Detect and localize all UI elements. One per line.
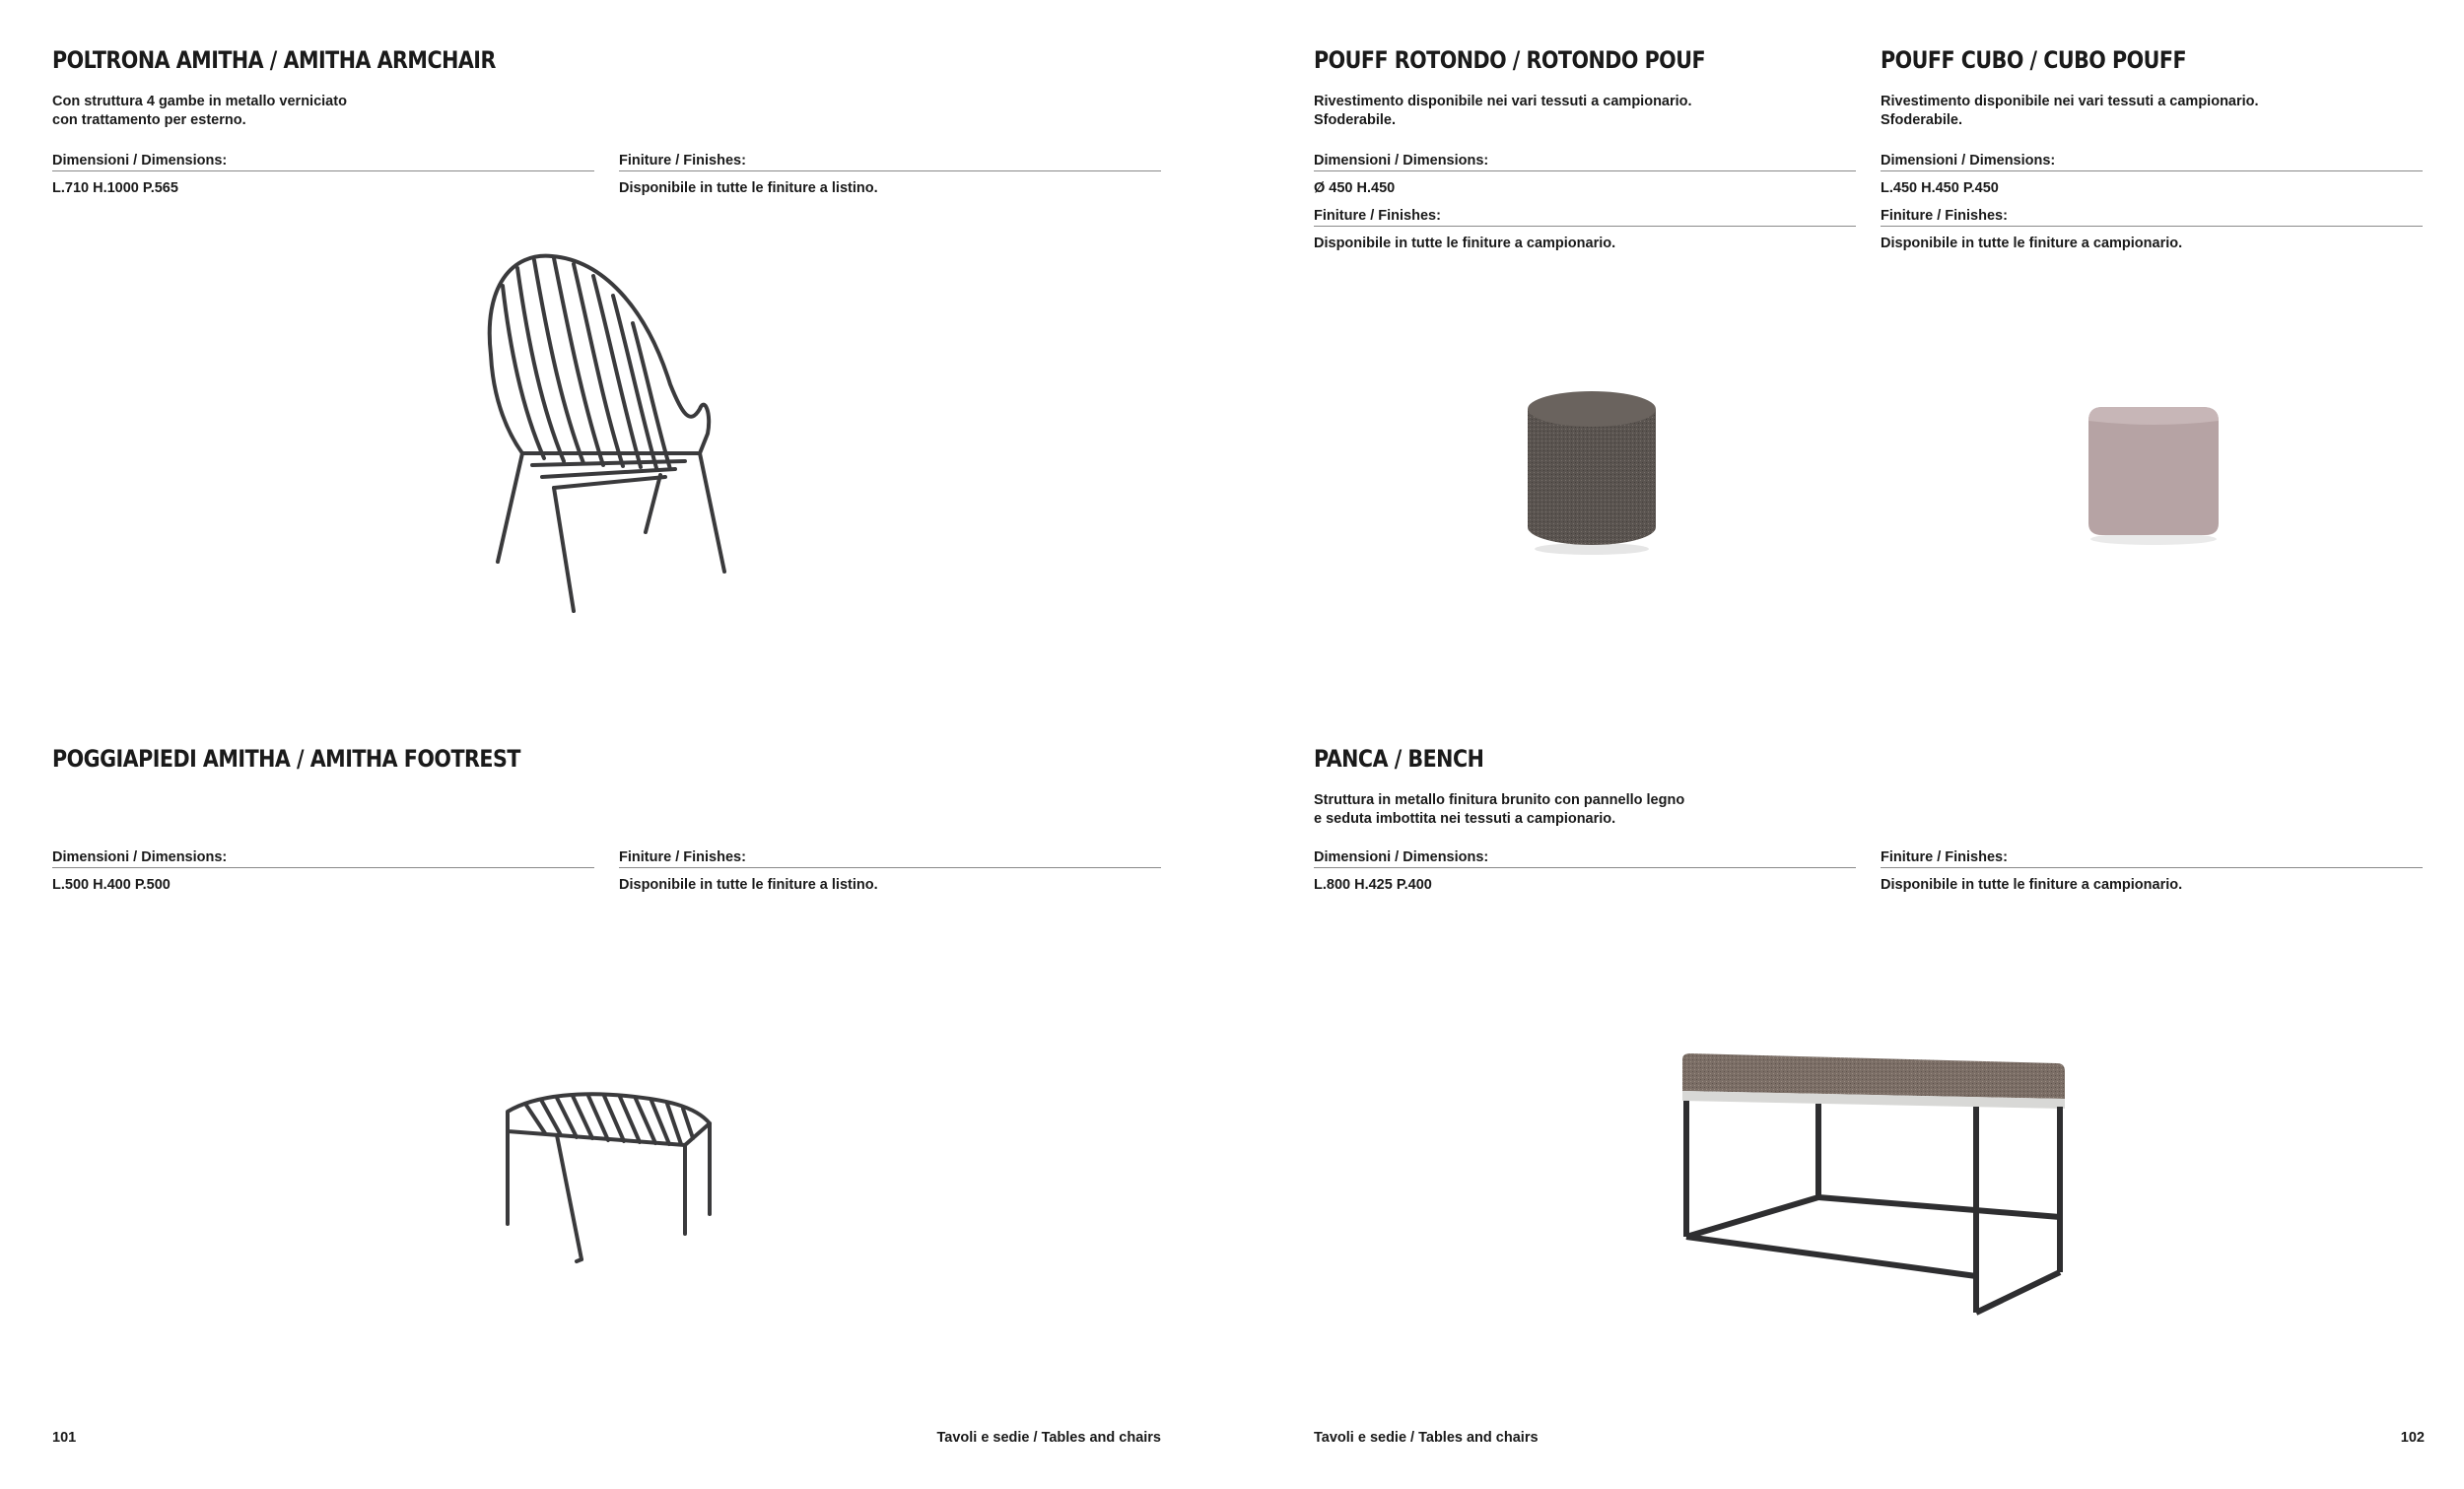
cube-pouf-dimensions (1881, 152, 2423, 197)
dimensions-label: Dimensioni / Dimensions: (52, 152, 594, 171)
bench-dimensions (1314, 848, 1856, 894)
armchair-title: POLTRONA AMITHA / AMITHA ARMCHAIR (52, 46, 496, 74)
armchair-dimensions (52, 152, 594, 197)
page-number-right: 102 (2400, 1430, 2425, 1446)
section-title-left: Tavoli e sedie / Tables and chairs (936, 1430, 1161, 1446)
finishes-value: Disponibile in tutte le finiture a listino. (619, 180, 878, 196)
round-pouf-image (1518, 389, 1666, 557)
cube-pouf-finishes (1881, 207, 2423, 252)
footrest-image (498, 1084, 724, 1271)
finishes-value: Disponibile in tutte le finiture a campionario. (1881, 877, 2183, 893)
dimensions-label: Dimensioni / Dimensions: (1314, 152, 1856, 171)
finishes-value: Disponibile in tutte le finiture a campionario. (1314, 236, 1616, 251)
bench-image (1671, 1049, 2075, 1325)
finishes-label: Finiture / Finishes: (1881, 207, 2423, 227)
dimensions-value: L.710 H.1000 P.565 (52, 180, 178, 196)
cube-pouf-description: Rivestimento disponibile nei vari tessuti a campionario. Sfoderabile. (1881, 94, 2259, 128)
armchair-image (463, 246, 759, 631)
footrest-finishes (619, 848, 1161, 894)
round-pouf-title: POUFF ROTONDO / ROTONDO POUF (1314, 46, 1706, 74)
finishes-label: Finiture / Finishes: (619, 848, 1161, 868)
dimensions-value: L.500 H.400 P.500 (52, 877, 171, 893)
dimensions-value: Ø 450 H.450 (1314, 180, 1396, 196)
finishes-label: Finiture / Finishes: (1881, 848, 2423, 868)
armchair-section (52, 45, 1166, 130)
round-pouf-finishes (1314, 207, 1856, 252)
finishes-label: Finiture / Finishes: (619, 152, 1161, 171)
round-pouf-description: Rivestimento disponibile nei vari tessuti a campionario. Sfoderabile. (1314, 94, 1692, 128)
dimensions-label: Dimensioni / Dimensions: (52, 848, 594, 868)
dimensions-label: Dimensioni / Dimensions: (1314, 848, 1856, 868)
finishes-label: Finiture / Finishes: (1314, 207, 1856, 227)
finishes-value: Disponibile in tutte le finiture a listino. (619, 877, 878, 893)
dimensions-value: L.450 H.450 P.450 (1881, 180, 1999, 196)
footrest-title: POGGIAPIEDI AMITHA / AMITHA FOOTREST (52, 745, 520, 773)
finishes-value: Disponibile in tutte le finiture a campionario. (1881, 236, 2183, 251)
cube-pouf-image (2075, 399, 2232, 547)
round-pouf-dimensions (1314, 152, 1856, 197)
footrest-dimensions (52, 848, 594, 894)
bench-section (1314, 744, 2398, 829)
page-number-left: 101 (52, 1430, 77, 1446)
footrest-section (52, 744, 1166, 774)
dimensions-value: L.800 H.425 P.400 (1314, 877, 1432, 893)
section-title-right: Tavoli e sedie / Tables and chairs (1314, 1430, 1539, 1446)
bench-finishes (1881, 848, 2423, 894)
round-pouf-section (1314, 45, 1866, 130)
bench-title: PANCA / BENCH (1314, 745, 1484, 773)
armchair-finishes (619, 152, 1161, 197)
dimensions-label: Dimensioni / Dimensions: (1881, 152, 2423, 171)
cube-pouf-section (1881, 45, 2432, 130)
bench-description: Struttura in metallo finitura brunito con pannello legno e seduta imbottita nei tessuti a campionario. (1314, 792, 1685, 827)
armchair-description: Con struttura 4 gambe in metallo verniciato con trattamento per esterno. (52, 94, 347, 128)
cube-pouf-title: POUFF CUBO / CUBO POUFF (1881, 46, 2187, 74)
